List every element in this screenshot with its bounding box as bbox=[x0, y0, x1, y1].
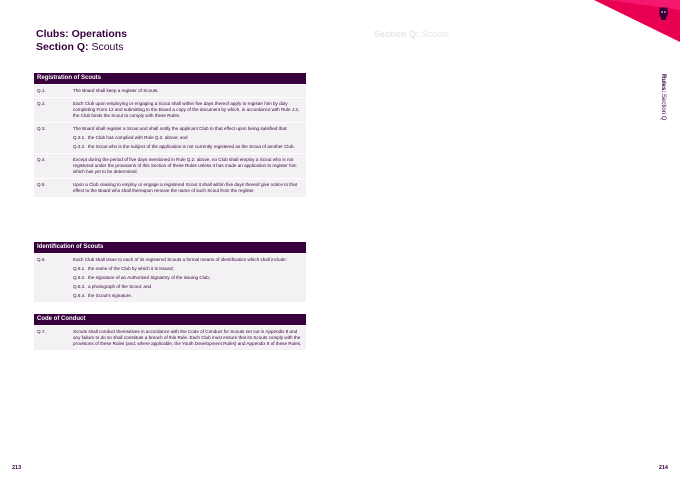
right-page bbox=[340, 0, 680, 483]
sub-rule-text: the Scout who is the subject of the application is not currently registered as the Scout of another Club. bbox=[88, 144, 295, 149]
rule-row bbox=[34, 253, 306, 302]
section-label: Section Q: bbox=[36, 41, 89, 53]
sub-rule bbox=[73, 284, 303, 290]
rule-row bbox=[34, 325, 306, 350]
rule-text: The Board shall register a Scout and shall notify the applicant Club to that effect upon being satisfied that: bbox=[73, 126, 288, 131]
sub-rule-text: the name of the Club by which it is issued; bbox=[88, 266, 174, 271]
sub-rule bbox=[73, 293, 303, 299]
rule-text: Each Club upon employing or engaging a Scout shall within five days thereof apply to register him by duly completing Form 12 and submitting to the Board a copy of the document by which, in accordance with Rule J.2, the Club binds the Scout to comply with these Rules. bbox=[73, 101, 300, 118]
sub-rule-number: Q.6.1. bbox=[73, 266, 86, 271]
sub-rule-text: a photograph of the Scout; and bbox=[88, 284, 152, 289]
page-number-right: 214 bbox=[658, 465, 668, 471]
ghost-section-label: Section Q: bbox=[374, 29, 420, 39]
sub-rule bbox=[73, 144, 303, 150]
rule-number: Q.2. bbox=[37, 101, 46, 106]
rule-text: Scouts shall conduct themselves in accordance with the Code of Conduct for Scouts set out in Appendix 8 and any failure to do so shall constitute a breach of this Rule. Each Club must ensure that its Scouts comply with the provisions of these Rules (and, where applicable, the Youth Development Rules) and Appendix 8 of these Rules. bbox=[73, 329, 302, 346]
sub-rule bbox=[73, 135, 303, 141]
section-name: Scouts bbox=[91, 41, 124, 53]
rule-row bbox=[34, 153, 306, 178]
sub-rule-number: Q.6.2. bbox=[73, 275, 86, 280]
side-tab-light: Section Q bbox=[660, 94, 666, 121]
rules-section bbox=[34, 242, 306, 302]
rules-section bbox=[34, 314, 306, 350]
section-bar-heading: Registration of Scouts bbox=[34, 73, 306, 84]
rule-number: Q.4. bbox=[37, 157, 46, 162]
rule-text: Except during the period of five days mentioned in Rule Q.2. above, no Club shall employ a Scout who is not registered under the provisions of this Section of these Rules unless it has made an application to register him which has yet to be determined. bbox=[73, 157, 297, 174]
side-tab-bold: Rules: bbox=[660, 74, 666, 93]
rule-number: Q.7. bbox=[37, 329, 46, 334]
rules-section bbox=[34, 73, 306, 197]
sub-rule bbox=[73, 266, 303, 272]
sub-rule bbox=[73, 275, 303, 281]
side-tab[interactable] bbox=[658, 74, 668, 134]
section-bar-heading: Identification of Scouts bbox=[34, 242, 306, 253]
page-title: Clubs: Operations bbox=[36, 28, 128, 40]
rule-row bbox=[34, 122, 306, 153]
rule-text: The Board shall keep a register of Scouts. bbox=[73, 88, 159, 93]
ghost-section-name: Scouts bbox=[421, 29, 450, 39]
rule-row bbox=[34, 97, 306, 122]
rule-number: Q.3. bbox=[37, 126, 46, 131]
rule-row bbox=[34, 84, 306, 97]
section-bar-heading: Code of Conduct bbox=[34, 314, 306, 325]
lion-crest-icon bbox=[657, 7, 670, 21]
sub-rule-number: Q.6.3. bbox=[73, 284, 86, 289]
rule-text: Upon a Club ceasing to employ or engage a registered Scout it shall within five days thereof give notice to that effect to the Board who shall thereupon remove the name of such Scout from the register. bbox=[73, 182, 297, 193]
rule-row bbox=[34, 178, 306, 197]
page-number-left: 213 bbox=[12, 465, 22, 471]
rule-number: Q.1. bbox=[37, 88, 46, 93]
sub-rule-text: the signature of an Authorised Signatory of the issuing Club; bbox=[88, 275, 211, 280]
ghost-section-heading bbox=[374, 29, 449, 39]
sub-rule-number: Q.3.1. bbox=[73, 135, 86, 140]
rule-text: Each Club shall issue to each of its registered Scouts a formal means of identification which shall include: bbox=[73, 257, 287, 262]
sub-rule-text: the Club has complied with Rule Q.2. above; and bbox=[88, 135, 188, 140]
sub-rule-number: Q.6.4. bbox=[73, 293, 86, 298]
sub-rule-text: the Scout’s signature. bbox=[88, 293, 133, 298]
section-heading bbox=[36, 41, 124, 53]
sub-rule-number: Q.3.2. bbox=[73, 144, 86, 149]
rule-number: Q.6. bbox=[37, 257, 46, 262]
rule-number: Q.5. bbox=[37, 182, 46, 187]
